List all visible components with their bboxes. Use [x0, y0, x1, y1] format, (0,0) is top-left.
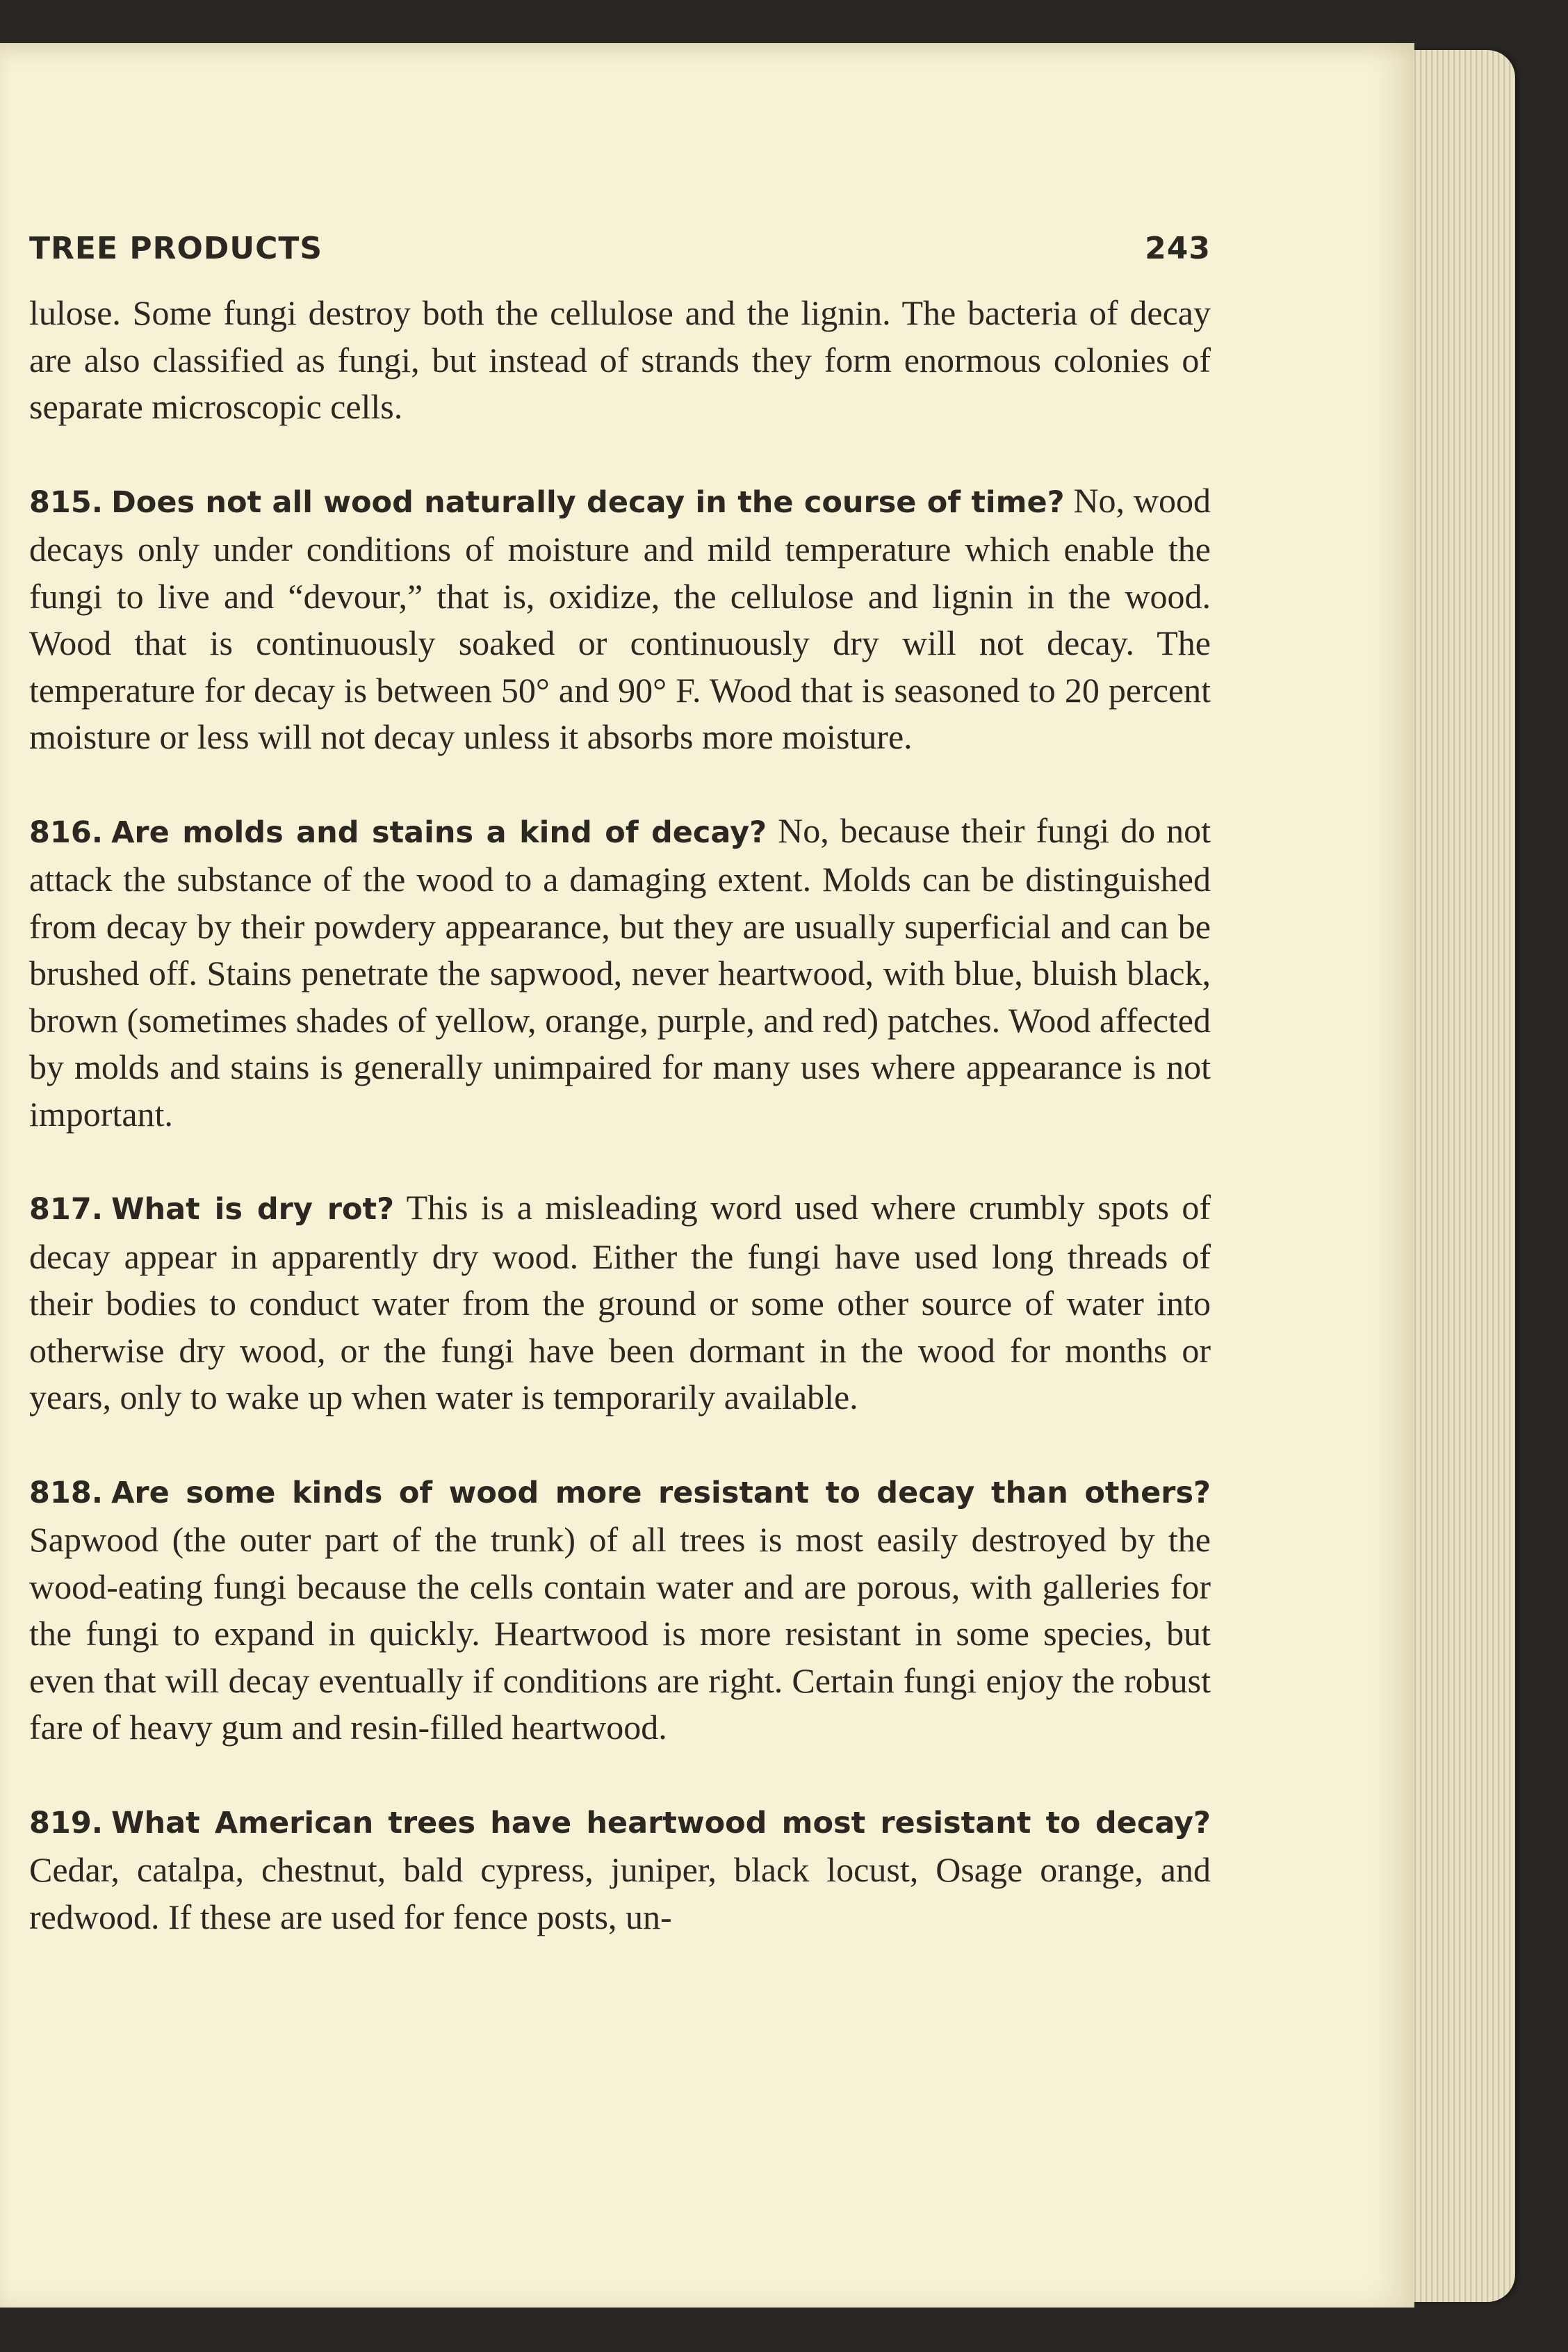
question-text: Are some kinds of wood more resistant to decay than others?: [111, 1475, 1211, 1510]
question-text: What is dry rot?: [111, 1192, 395, 1227]
answer-text: This is a misleading word used where crumbly spots of decay appear in apparently dry wood. Either the fungi have used long threads of their bodies to conduct water from the ground or some other source of water into otherwise dry wood, or the fungi have been dormant in the wood for months or years, only to wake up when water is temporarily available.: [29, 1188, 1211, 1416]
page-number: 243: [1145, 231, 1211, 266]
question-number: 815.: [29, 484, 104, 520]
question-818: [29, 1468, 1211, 1751]
question-816: [29, 808, 1211, 1138]
section-title: TREE PRODUCTS: [29, 231, 323, 266]
question-number: 817.: [29, 1192, 104, 1227]
answer-text: Cedar, catalpa, chestnut, bald cypress, juniper, black locust, Osage orange, and redwood. If these are used for fence posts, un-: [29, 1850, 1211, 1936]
answer-text: Sapwood (the outer part of the trunk) of all trees is most easily destroyed by the wood-eating fungi because the cells contain water and are porous, with galleries for the fungi to expand in quickly. Heartwood is more resistant in some species, but even that will decay eventually if conditions are right. Certain fungi enjoy the robust fare of heavy gum and resin-filled heartwood.: [29, 1520, 1211, 1747]
answer-text: No, because their fungi do not attack the substance of the wood to a damaging extent. Molds can be distinguished from decay by their powdery appearance, but they are usually superficial and can be brushed off. Stains penetrate the sapwood, never heartwood, with blue, bluish black, brown (sometimes shades of yellow, orange, purple, and red) patches. Wood affected by molds and stains is generally unimpaired for many uses where appearance is not important.: [29, 810, 1211, 1134]
question-text: Are molds and stains a kind of decay?: [111, 815, 767, 850]
page-content: [29, 231, 1211, 1987]
answer-text: No, wood decays only under conditions of moisture and mild temperature which enable the fungi to live and “devour,” that is, oxidize, the cellulose and lignin in the wood. Wood that is continuously soaked or continuously dry will not decay. The temperature for decay is between 50° and 90° F. Wood that is seasoned to 20 percent moisture or less will not decay unless it absorbs more moisture.: [29, 480, 1211, 756]
question-number: 819.: [29, 1805, 104, 1840]
question-819: [29, 1798, 1211, 1941]
question-number: 818.: [29, 1475, 104, 1510]
question-text: What American trees have heartwood most resistant to decay?: [111, 1805, 1211, 1840]
question-text: Does not all wood naturally decay in the course of time?: [111, 484, 1065, 520]
question-815: [29, 477, 1211, 761]
question-817: [29, 1184, 1211, 1421]
running-head: [29, 231, 1211, 266]
book-page: [0, 43, 1414, 2308]
continued-paragraph: lulose. Some fungi destroy both the cellulose and the lignin. The bacteria of decay are also classified as fungi, but instead of strands they form enormous colonies of separate microscopic cells.: [29, 293, 1211, 426]
question-number: 816.: [29, 815, 104, 850]
